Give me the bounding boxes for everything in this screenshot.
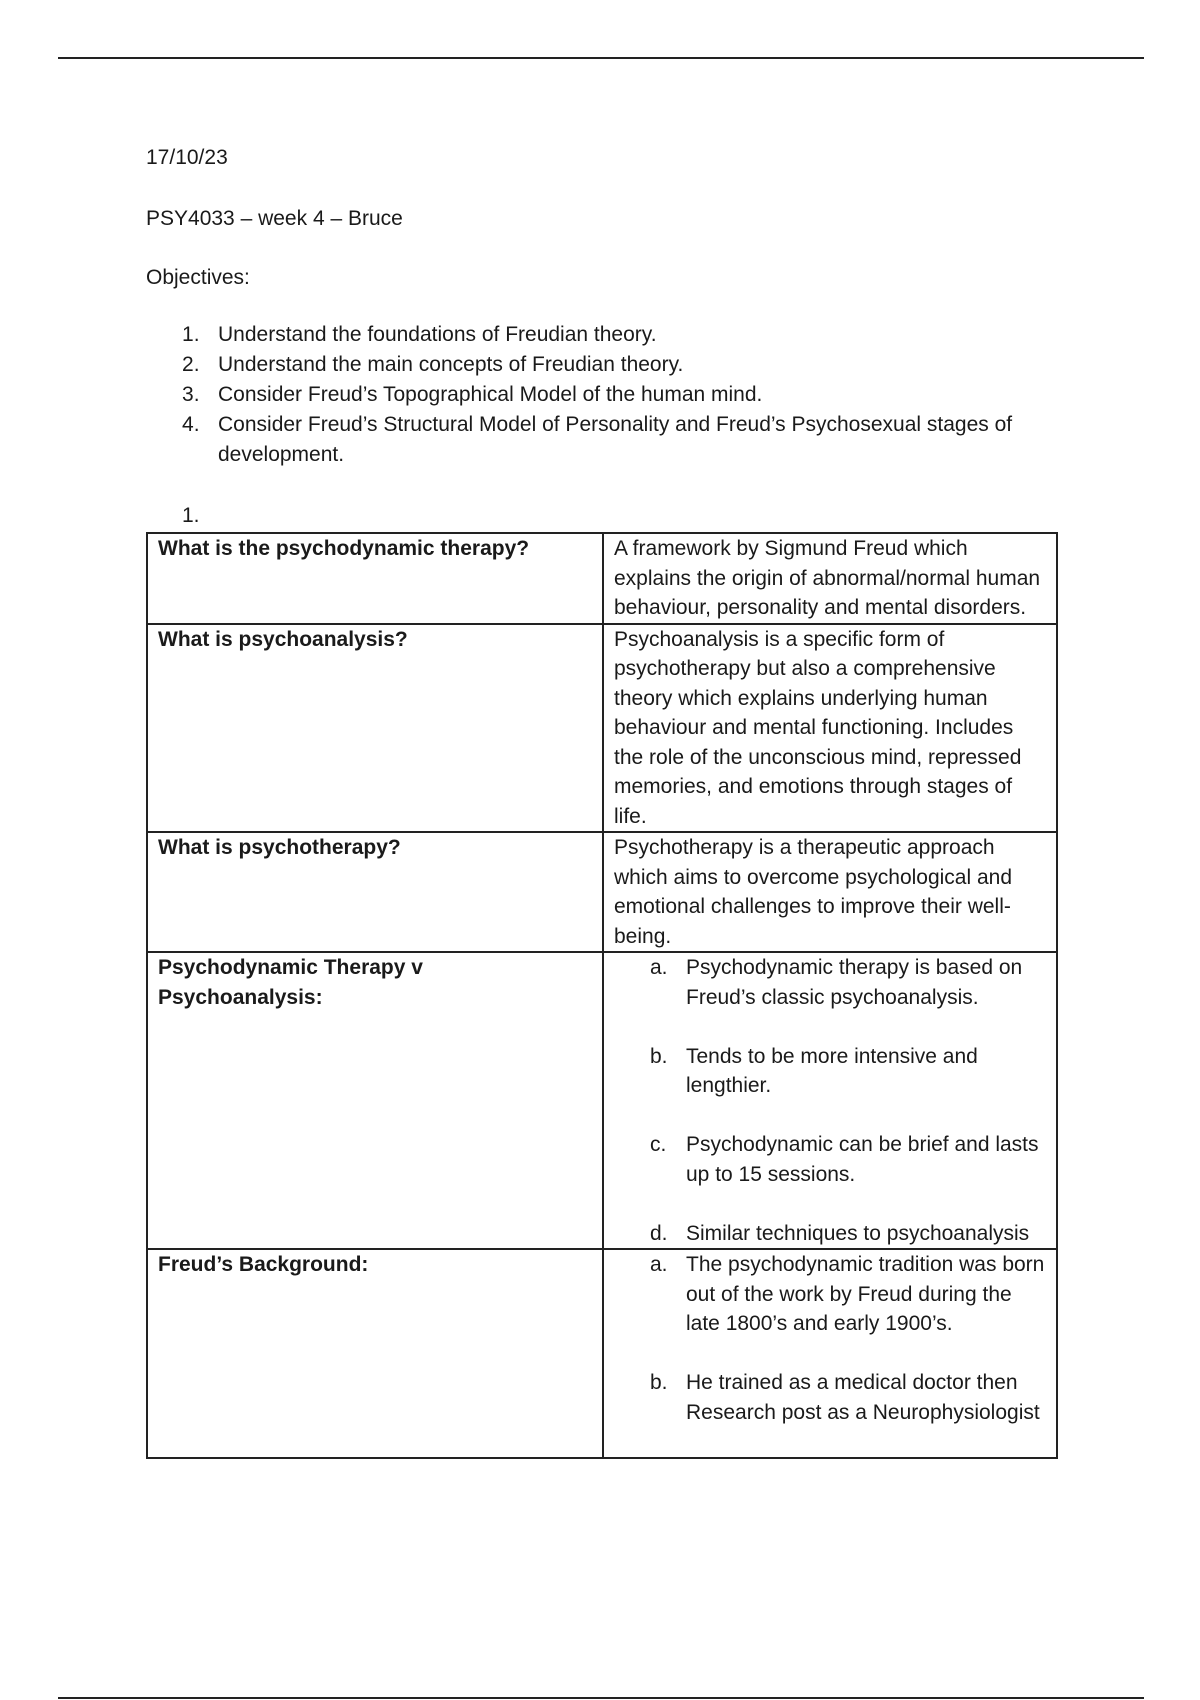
question-cell: What is the psychodynamic therapy? (147, 533, 603, 624)
objectives-list (146, 320, 1066, 470)
answer-cell (603, 1249, 1057, 1458)
answer-cell: Psychotherapy is a therapeutic approach which aims to overcome psychological and emotional challenges to improve their well-being. (603, 832, 1057, 952)
list-item (650, 953, 1046, 1012)
section-number: 1. (182, 504, 200, 527)
question-cell: What is psychotherapy? (147, 832, 603, 952)
list-item-text: The psychodynamic tradition was born out of the work by Freud during the late 1800’s and early 1900’s. (686, 1253, 1045, 1335)
list-item (650, 1130, 1046, 1189)
question-cell: Freud’s Background: (147, 1249, 603, 1458)
list-item (650, 1219, 1046, 1249)
answer-cell: A framework by Sigmund Freud which explains the origin of abnormal/normal human behaviour, personality and mental disorders. (603, 533, 1057, 624)
objective-item: Consider Freud’s Structural Model of Personality and Freud’s Psychosexual stages of development. (218, 413, 1013, 466)
objective-item: Consider Freud’s Topographical Model of the human mind. (218, 383, 763, 406)
header-rule (58, 57, 1144, 59)
list-item-text: Psychodynamic can be brief and lasts up to 15 sessions. (686, 1133, 1039, 1186)
table-row (147, 533, 1057, 624)
document-body (146, 143, 1066, 1459)
background-list (614, 1250, 1046, 1427)
list-marker: d. (650, 1221, 668, 1245)
list-item-text: He trained as a medical doctor then Research post as a Neurophysiologist (686, 1371, 1040, 1424)
answer-cell (603, 952, 1057, 1249)
question-cell: Psychodynamic Therapy v Psychoanalysis: (147, 952, 603, 1249)
list-marker: b. (650, 1044, 668, 1068)
list-marker: b. (650, 1371, 668, 1394)
answer-cell: Psychoanalysis is a specific form of psychotherapy but also a comprehensive theory which explains underlying human behaviour and mental functioning. Includes the role of the unconscious mind, repressed memories, and emotions through stages of life. (603, 624, 1057, 833)
course-title: PSY4033 – week 4 – Bruce (146, 207, 403, 230)
list-item-text: Tends to be more intensive and lengthier. (686, 1044, 978, 1097)
list-marker: a. (650, 1253, 668, 1276)
list-marker: c. (650, 1133, 667, 1156)
list-marker: a. (650, 956, 668, 979)
table-row (147, 624, 1057, 833)
table-row (147, 952, 1057, 1249)
list-item-text: Similar techniques to psychoanalysis (686, 1221, 1030, 1245)
objective-item: Understand the foundations of Freudian theory. (218, 323, 657, 346)
notes-table (146, 532, 1058, 1459)
lecture-date: 17/10/23 (146, 146, 228, 169)
question-cell: What is psychoanalysis? (147, 624, 603, 833)
list-item (650, 1250, 1046, 1339)
table-row (147, 832, 1057, 952)
table-row (147, 1249, 1057, 1458)
list-item-text: Psychodynamic therapy is based on Freud’s classic psychoanalysis. (686, 956, 1023, 1009)
objectives-heading: Objectives: (146, 266, 250, 289)
comparison-list (614, 953, 1046, 1248)
objective-item: Understand the main concepts of Freudian theory. (218, 353, 684, 376)
footer-rule (58, 1697, 1144, 1699)
list-item (650, 1368, 1046, 1427)
list-item (650, 1042, 1046, 1101)
